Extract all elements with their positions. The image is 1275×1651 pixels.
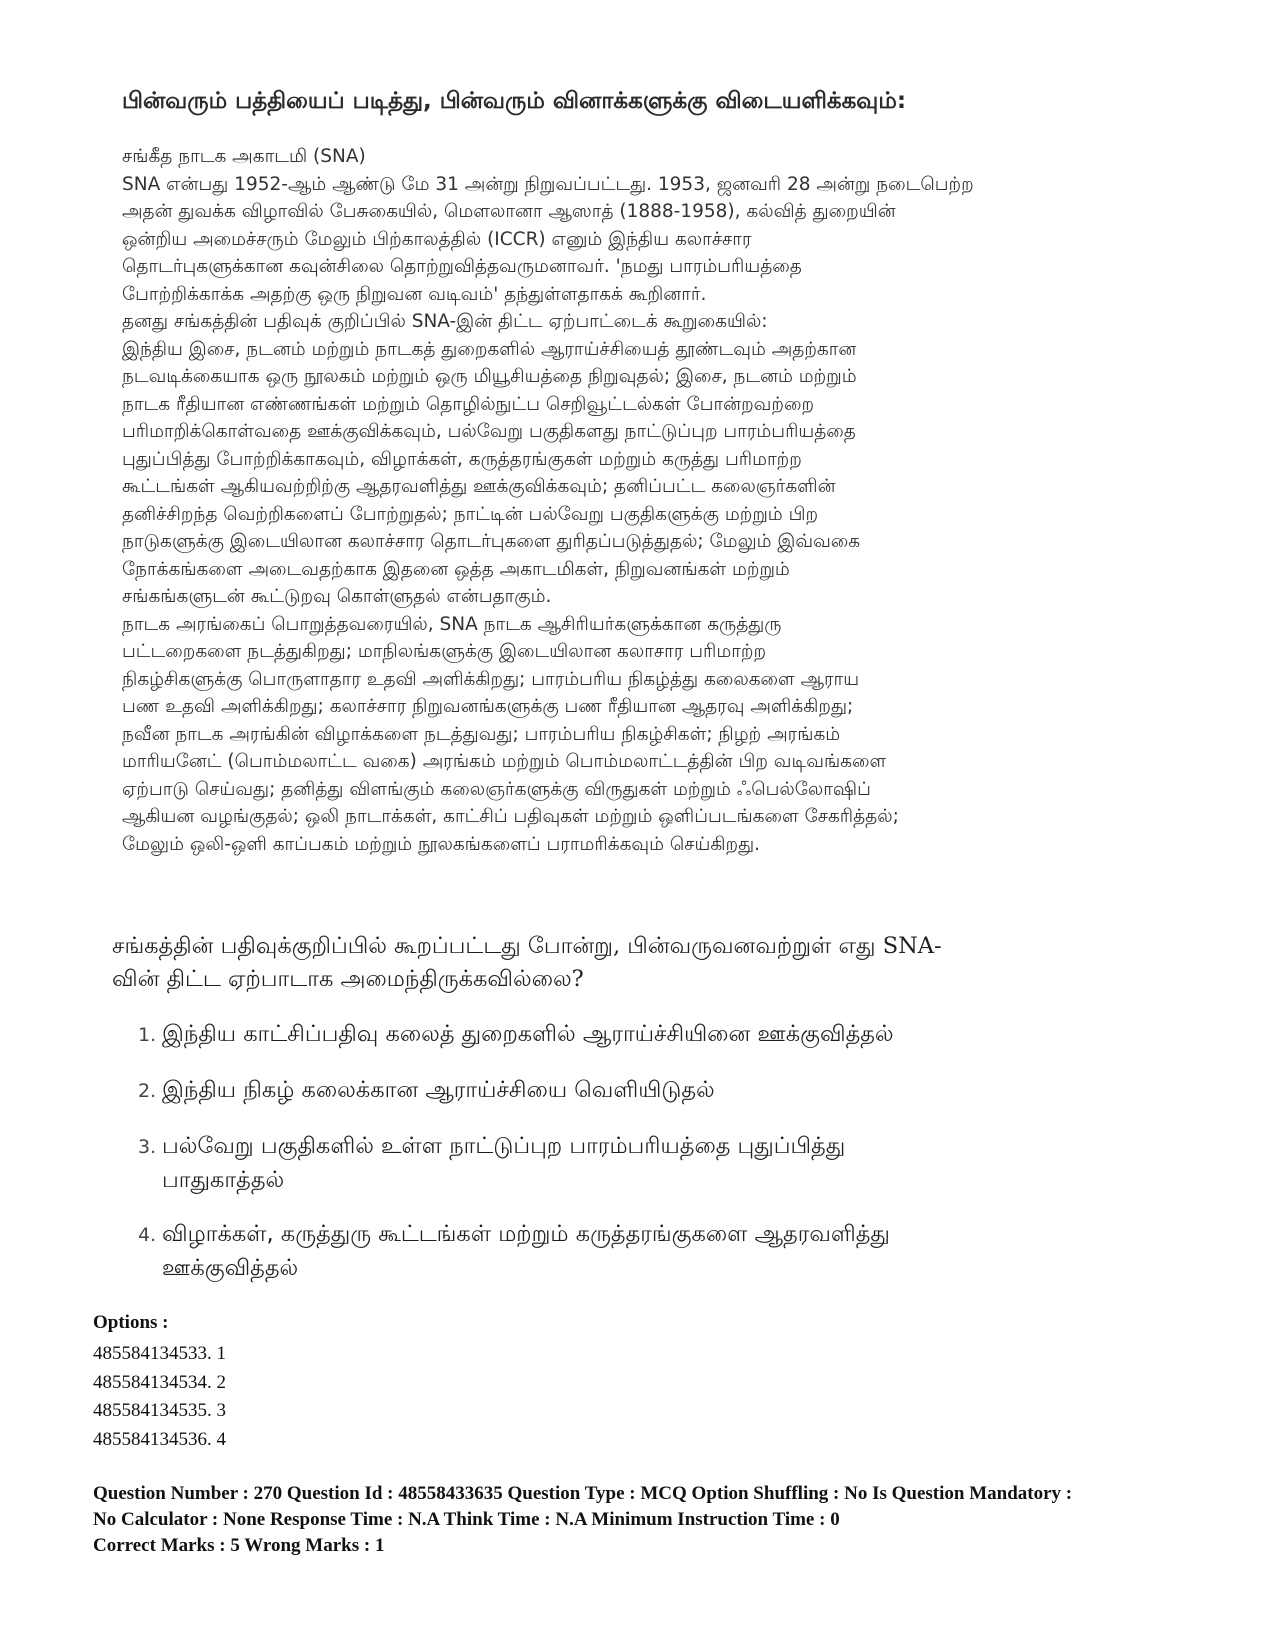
question-text	[112, 930, 1182, 996]
options-heading: Options :	[93, 1312, 169, 1333]
passage-line: நவீன நாடக அரங்கின் விழாக்களை நடத்துவது; பாரம்பரிய நிகழ்சிகள்; நிழற் அரங்கம்	[122, 723, 841, 745]
option-id-3: 485584134535. 3	[93, 1400, 226, 1421]
passage-line: நாடக அரங்கைப் பொறுத்தவரையில், SNA நாடக ஆசிரியர்களுக்கான கருத்துரு	[122, 613, 782, 635]
question-line: சங்கத்தின் பதிவுக்குறிப்பில் கூறப்பட்டது போன்று, பின்வருவனவற்றுள் எது SNA-	[112, 933, 942, 959]
option-id-4: 485584134536. 4	[93, 1428, 226, 1450]
passage-line: ஆகியன வழங்குதல்; ஒலி நாடாக்கள், காட்சிப் பதிவுகள் மற்றும் ஒளிப்படங்களை சேகரித்தல்;	[122, 806, 899, 827]
passage-line: பட்டறைகளை நடத்துகிறது; மாநிலங்களுக்கு இடையிலான கலாசார பரிமாற்ற	[122, 641, 767, 662]
passage-line: தொடர்புகளுக்கான கவுன்சிலை தொற்றுவித்தவருமனாவர். 'நமது பாரம்பரியத்தை	[122, 256, 802, 277]
passage-line: நாடுகளுக்கு இடையிலான கலாச்சார தொடர்புகளை துரிதப்படுத்துதல்; மேலும் இவ்வகை	[122, 531, 861, 552]
passage-line: மேலும் ஒலி-ஒளி காப்பகம் மற்றும் நூலகங்களைப் பராமரிக்கவும் செய்கிறது.	[122, 833, 761, 855]
choice-item-2	[138, 1074, 1178, 1108]
passage-line: சங்கங்களுடன் கூட்டுறவு கொள்ளுதல் என்பதாகும்.	[122, 586, 552, 607]
question-meta-line: No Calculator : None Response Time : N.A Think Time : N.A Minimum Instruction Time : 0	[93, 1509, 840, 1530]
choice-text: இந்திய நிகழ் கலைக்கான ஆராய்ச்சியை வெளியிடுதல்	[162, 1077, 715, 1103]
choice-number: 2.	[138, 1080, 157, 1102]
passage-line: நிகழ்சிகளுக்கு பொருளாதார உதவி அளிக்கிறது; பாரம்பரிய நிகழ்த்து கலைகளை ஆராய	[122, 668, 860, 690]
passage-line: புதுப்பித்து போற்றிக்காகவும், விழாக்கள், கருத்தரங்குகள் மற்றும் கருத்து பரிமாற்ற	[122, 448, 802, 470]
passage-instruction: பின்வரும் பத்தியைப் படித்து, பின்வரும் வினாக்களுக்கு விடையளிக்கவும்:	[122, 88, 907, 114]
choice-item-3	[138, 1130, 1178, 1197]
passage-line: கூட்டங்கள் ஆகியவற்றிற்கு ஆதரவளித்து ஊக்குவிக்கவும்; தனிப்பட்ட கலைஞர்களின்	[122, 476, 836, 497]
choice-text: பல்வேறு பகுதிகளில் உள்ள நாட்டுப்புற பாரம்பரியத்தை புதுப்பித்து	[162, 1133, 846, 1159]
choice-text: இந்திய காட்சிப்பதிவு கலைத் துறைகளில் ஆராய்ச்சியினை ஊக்குவித்தல்	[162, 1021, 894, 1047]
choice-text-continued: ஊக்குவித்தல்	[162, 1255, 299, 1281]
option-id-1: 485584134533. 1	[93, 1343, 226, 1364]
choice-text-continued: பாதுகாத்தல்	[162, 1167, 285, 1193]
passage-line: நாடக ரீதியான எண்ணங்கள் மற்றும் தொழில்நுட்ப செறிவூட்டல்கள் போன்றவற்றை	[122, 393, 815, 415]
passage-line: SNA என்பது 1952-ஆம் ஆண்டு மே 31 அன்று நிறுவப்பட்டது. 1953, ஜனவரி 28 அன்று நடைபெற்ற	[122, 173, 974, 195]
choice-number: 3.	[138, 1136, 157, 1158]
choice-item-4	[138, 1218, 1178, 1285]
passage-line: தனது சங்கத்தின் பதிவுக் குறிப்பில் SNA-இன் திட்ட ஏற்பாட்டைக் கூறுகையில்:	[122, 311, 768, 332]
choice-text: விழாக்கள், கருத்துரு கூட்டங்கள் மற்றும் கருத்தரங்குகளை ஆதரவளித்து	[162, 1221, 890, 1247]
passage-line: இந்திய இசை, நடனம் மற்றும் நாடகத் துறைகளில் ஆராய்ச்சியைத் தூண்டவும் அதற்கான	[122, 338, 857, 360]
passage-line: நடவடிக்கையாக ஒரு நூலகம் மற்றும் ஒரு மியூசியத்தை நிறுவுதல்; இசை, நடனம் மற்றும்	[122, 366, 857, 387]
choice-number: 1.	[138, 1024, 157, 1046]
passage-line: அதன் துவக்க விழாவில் பேசுகையில், மௌலானா ஆஸாத் (1888-1958), கல்வித் துறையின்	[122, 201, 896, 222]
passage-line: போற்றிக்காக்க அதற்கு ஒரு நிறுவன வடிவம்' தந்துள்ளதாகக் கூறினார்.	[122, 283, 707, 305]
passage-line: பரிமாறிக்கொள்வதை ஊக்குவிக்கவும், பல்வேறு பகுதிகளது நாட்டுப்புற பாரம்பரியத்தை	[122, 421, 856, 442]
passage-line: ஏற்பாடு செய்வது; தனித்து விளங்கும் கலைஞர்களுக்கு விருதுகள் மற்றும் ஃபெல்லோஷிப்	[122, 778, 871, 800]
options-list	[93, 1340, 226, 1454]
passage-line: பண உதவி அளிக்கிறது; கலாச்சார நிறுவனங்களுக்கு பண ரீதியான ஆதரவு அளிக்கிறது;	[122, 696, 854, 717]
question-meta-line: Question Number : 270 Question Id : 48558433635 Question Type : MCQ Option Shuffling : No Is Question Mandatory :	[93, 1483, 1073, 1504]
marks-line: Correct Marks : 5 Wrong Marks : 1	[93, 1535, 385, 1556]
passage-line: ஒன்றிய அமைச்சரும் மேலும் பிற்காலத்தில் (ICCR) எனும் இந்திய கலாச்சார	[122, 228, 752, 250]
option-id-2: 485584134534. 2	[93, 1371, 226, 1393]
passage-title: சங்கீத நாடக அகாடமி (SNA)	[122, 146, 366, 167]
reading-passage	[122, 143, 1182, 858]
question-metadata	[93, 1481, 1193, 1559]
question-line: வின் திட்ட ஏற்பாடாக அமைந்திருக்கவில்லை?	[112, 966, 584, 992]
choice-number: 4.	[138, 1224, 157, 1246]
passage-line: மாரியனேட் (பொம்மலாட்ட வகை) அரங்கம் மற்றும் பொம்மலாட்டத்தின் பிற வடிவங்களை	[122, 751, 887, 772]
passage-line: நோக்கங்களை அடைவதற்காக இதனை ஒத்த அகாடமிகள், நிறுவனங்கள் மற்றும்	[122, 558, 790, 580]
choice-item-1	[138, 1018, 1178, 1052]
passage-line: தனிச்சிறந்த வெற்றிகளைப் போற்றுதல்; நாட்டின் பல்வேறு பகுதிகளுக்கு மற்றும் பிற	[122, 503, 819, 525]
